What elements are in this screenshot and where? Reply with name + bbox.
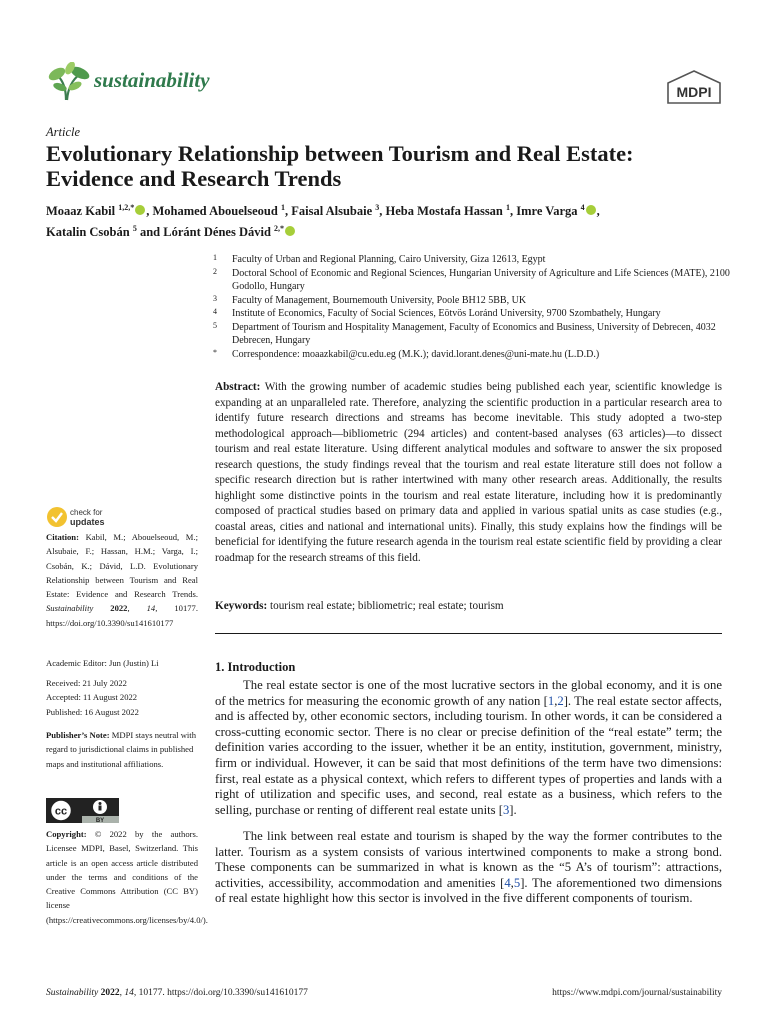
svg-text:cc: cc bbox=[54, 805, 68, 818]
affiliation-mark: 1 bbox=[213, 253, 217, 262]
author-separator: , bbox=[146, 204, 153, 219]
affiliation-item bbox=[211, 307, 731, 321]
citation-label: Citation: bbox=[46, 532, 79, 542]
footer-citation: Sustainability 2022, 14, 10177. https://doi.org/10.3390/su141610177 bbox=[46, 988, 308, 998]
affiliation-mark: 4 bbox=[213, 307, 217, 316]
svg-text:MDPI: MDPI bbox=[676, 84, 712, 100]
author-name[interactable]: Katalin Csobán bbox=[46, 225, 133, 240]
keywords-text: tourism real estate; bibliometric; real estate; tourism bbox=[270, 600, 504, 612]
author-separator: , bbox=[510, 204, 517, 219]
affiliation-item bbox=[211, 348, 731, 362]
author-name[interactable]: Heba Mostafa Hassan bbox=[385, 204, 507, 219]
footer-year: 2022 bbox=[100, 988, 120, 998]
citation-volume: 14 bbox=[146, 603, 156, 614]
citation-doi[interactable]: , 10177. https://doi.org/10.3390/su141610177 bbox=[46, 603, 199, 628]
affiliation-mark: 5 bbox=[213, 320, 217, 330]
academic-editor: Academic Editor: Jun (Justin) Li bbox=[46, 658, 159, 668]
affiliation-item bbox=[211, 267, 731, 294]
copyright-notice bbox=[46, 827, 208, 927]
abstract-label: Abstract: bbox=[215, 381, 261, 393]
accepted-date: Accepted: 11 August 2022 bbox=[46, 692, 138, 703]
author-affiliation-mark: 4 bbox=[580, 203, 585, 212]
citation-text: Kabil, M.; Abouelseoud, M.; Alsubaie, F.; Hassan, H.M.; Varga, I.; Csobán, K.; Dávid, L.D. Evolutionary Relationship between Tourism and Real Estate: Evidence and Research Trends. bbox=[46, 532, 198, 600]
mdpi-logo-icon bbox=[666, 70, 722, 104]
orcid-icon[interactable] bbox=[135, 205, 145, 215]
journal-name: sustainability bbox=[94, 68, 210, 92]
affiliation-text: Faculty of Urban and Regional Planning, Cairo University, Giza 12613, Egypt bbox=[232, 254, 546, 265]
citation-year: 2022 bbox=[110, 603, 128, 614]
affiliation-text: Faculty of Management, Bournemouth University, Poole BH12 5BB, UK bbox=[232, 294, 527, 306]
publisher-note-label: Publisher’s Note: bbox=[46, 730, 110, 740]
section-divider bbox=[215, 633, 722, 634]
affiliation-item bbox=[211, 294, 731, 308]
article-type: Article bbox=[46, 125, 81, 139]
article-title: Evolutionary Relationship between Tourism and Real Estate: Evidence and Research Trends bbox=[46, 141, 634, 191]
reference-link[interactable]: 1 bbox=[547, 693, 555, 708]
footer-journal-url[interactable]: https://www.mdpi.com/journal/sustainability bbox=[552, 988, 722, 998]
intro-paragraph-1: The real estate sector is one of the most lucrative sectors in the global economy, and it is one of the metrics for measuring the economic growth of any nation [1,2]. The real estate sector affects, and is affected by, other economic sectors, including tourism. In other words, it can be considered a cross-cutting economic sector. There is no clear or precise definition of the “real estate” term; the definition varies according to the issuer, whether it be an entity, institution, government, ministry, firm or individual. However, it can be said that most definitions of the term have two dimensions: first, real estate as a physical context, which refers to different types of properties and lands with a right of utilization and specific uses, and second, real estate as a business, which refers to the selling, purchase or renting of different real estate units [3]. bbox=[215, 678, 722, 817]
intro-p1-text-c: ]. bbox=[509, 802, 517, 817]
affiliation-text: Department of Tourism and Hospitality Management, Faculty of Economics and Business, University of Debrecen, 4032 Debrecen, Hungary bbox=[232, 321, 716, 346]
author-name[interactable]: Moaaz Kabil bbox=[46, 204, 119, 219]
keywords bbox=[215, 600, 722, 612]
author-affiliation-mark: 1 bbox=[280, 203, 285, 212]
orcid-icon[interactable] bbox=[586, 205, 596, 215]
footer-volume: 14 bbox=[124, 988, 134, 998]
author-affiliation-mark: 1 bbox=[506, 203, 511, 212]
author-name[interactable]: Imre Varga bbox=[516, 204, 581, 219]
citation-block: Citation: Kabil, M.; Abouelseoud, M.; Alsubaie, F.; Hassan, H.M.; Varga, I.; Csobán, K.; Dávid, L.D. Evolutionary Relationship between Tourism and Real Estate: Evidence and Research Trends. Sustainability 2022, 14, 10177. https://doi.org/10.3390/su141610177 bbox=[46, 532, 199, 628]
author-separator: and bbox=[136, 225, 164, 240]
author-separator: , bbox=[379, 204, 386, 219]
footer-journal: Sustainability bbox=[46, 988, 99, 998]
journal-leaf-logo-icon bbox=[46, 62, 90, 102]
affiliations bbox=[211, 253, 731, 361]
author-affiliation-mark: 5 bbox=[132, 224, 137, 234]
footer-doi[interactable]: , 10177. https://doi.org/10.3390/su141610177 bbox=[133, 988, 308, 998]
orcid-icon[interactable] bbox=[285, 226, 295, 236]
intro-p2-text-a: The link between real estate and tourism is shaped by the way the former contributes to the latter. Tourism as a system consists of various intertwined components to make a strong bond. These components can be summarized in what is known as the “5 A’s of tourism”: attractions, activities, accessibility, accommodation and amenities [ bbox=[215, 829, 722, 890]
affiliation-text: Doctoral School of Economic and Regional Sciences, Hungarian University of Agriculture and Life Sciences (MATE), 2100 Godollo, Hungary bbox=[232, 267, 730, 292]
abstract bbox=[215, 380, 722, 566]
author-separator: , bbox=[596, 204, 600, 219]
author-affiliation-mark: 1,2,* bbox=[118, 203, 135, 212]
affiliation-text: Correspondence: moaazkabil@cu.edu.eg (M.K.); david.lorant.denes@uni-mate.hu (L.D.D.) bbox=[232, 348, 600, 360]
author-separator: , bbox=[284, 204, 292, 219]
keywords-label: Keywords: bbox=[215, 600, 268, 612]
publisher-note-text: MDPI stays neutral with regard to jurisdictional claims in published maps and institutional affiliations. bbox=[46, 730, 196, 769]
publication-dates bbox=[46, 676, 198, 719]
reference-link[interactable]: 5 bbox=[513, 875, 521, 890]
intro-p1-text-a: The real estate sector is one of the most lucrative sectors in the global economy, and it is one of the metrics for measuring the economic growth of any nation [ bbox=[215, 678, 722, 708]
section-heading-introduction: 1. Introduction bbox=[215, 660, 296, 674]
intro-p2-text-b: ]. The aforementioned two dimensions of real estate highlight how this sector is involved in the five different components of tourism. bbox=[215, 875, 722, 906]
author-list bbox=[46, 199, 726, 241]
svg-text:check for: check for bbox=[70, 508, 103, 517]
publisher-note bbox=[46, 728, 198, 771]
affiliation-mark: 3 bbox=[213, 293, 217, 303]
copyright-label: Copyright: bbox=[46, 829, 87, 839]
received-date: Received: 21 July 2022 bbox=[46, 678, 127, 688]
reference-link[interactable]: 4 bbox=[504, 875, 511, 890]
author-affiliation-mark: 2,* bbox=[274, 224, 285, 234]
author-name[interactable]: Mohamed Abouelseoud bbox=[152, 204, 281, 219]
check-for-updates-badge[interactable] bbox=[46, 506, 126, 528]
svg-text:updates: updates bbox=[70, 517, 105, 527]
citation-journal: Sustainability bbox=[46, 603, 94, 614]
affiliation-mark: 2 bbox=[213, 266, 217, 276]
author-affiliation-mark: 3 bbox=[375, 203, 380, 212]
intro-p1-text-b: ]. The real estate sector affects, and is affected by, other economic sectors, including tourism. In other words, it can be considered a cross-cutting economic sector. There is no clear or precise definition of the “real estate” term; the definition varies according to the issuer, whether it be an entity, institution, government, ministry, firm or individual. However, it can be said that most definitions of the term have two dimensions: first, real estate as a physical context, which refers to different types of properties and lands with a right of utilization and specific uses, and second, real estate as a business, which refers to the selling, purchase or renting of different real estate units [ bbox=[215, 693, 722, 817]
affiliation-item bbox=[211, 321, 731, 348]
author-name[interactable]: Lóránt Dénes Dávid bbox=[163, 225, 275, 240]
affiliation-text: Institute of Economics, Faculty of Social Sciences, Eötvös Loránd University, 9700 Szombathely, Hungary bbox=[232, 308, 661, 319]
intro-paragraph-2: The link between real estate and tourism is shaped by the way the former contributes to the latter. Tourism as a system consists of various intertwined components to make a strong bond. These components can be summarized in what is known as the “5 A’s of tourism”: attractions, activities, accessibility, accommodation and amenities [4,5]. The aforementioned two dimensions of real estate highlight how this sector is involved in the five different components of tourism. bbox=[215, 829, 722, 906]
affiliation-mark: * bbox=[213, 347, 217, 357]
svg-text:BY: BY bbox=[95, 818, 105, 823]
published-date: Published: 16 August 2022 bbox=[46, 706, 139, 717]
reference-link[interactable]: 3 bbox=[502, 802, 510, 817]
copyright-text: © 2022 by the authors. Licensee MDPI, Basel, Switzerland. This article is an open access article distributed under the terms and conditions of the Creative Commons Attribution (CC BY) license (https://creativecommons.org/licenses/by/4.0/). bbox=[46, 829, 208, 925]
reference-link[interactable]: 2 bbox=[557, 693, 564, 708]
author-name[interactable]: Faisal Alsubaie bbox=[291, 204, 376, 219]
abstract-text: With the growing number of academic studies being published each year, scientific knowledge is expanding at an unparalleled rate. Therefore, analyzing the scientific production in a particular research area to identify future research directions and streams has become inevitable. This study adopted a two-step methodological approach—bibliometric (294 articles) and content-based analyses (63 articles)—to dissect tourism and real estate literature. Using different analytical modules and software to answer the six proposed research questions, the study findings reveal that the tourism and real estate literature still does not follow a specific research direction but is rather intertwined with many other research areas. Additionally, the results highlight some distinctive points in the tourism and real estate literature, including how it is predominantly composed of practical studies based on primary data and applied in various spatial units as case studies (e.g., coastal areas, cities and national and international units). Finally, this study explains how the findings will be beneficial for identifying the future research agenda in the tourism real estate scientific field by providing a clear roadmap for the research streams of this field. bbox=[215, 381, 722, 564]
affiliation-item bbox=[211, 253, 731, 267]
cc-by-license-icon[interactable] bbox=[46, 798, 119, 823]
